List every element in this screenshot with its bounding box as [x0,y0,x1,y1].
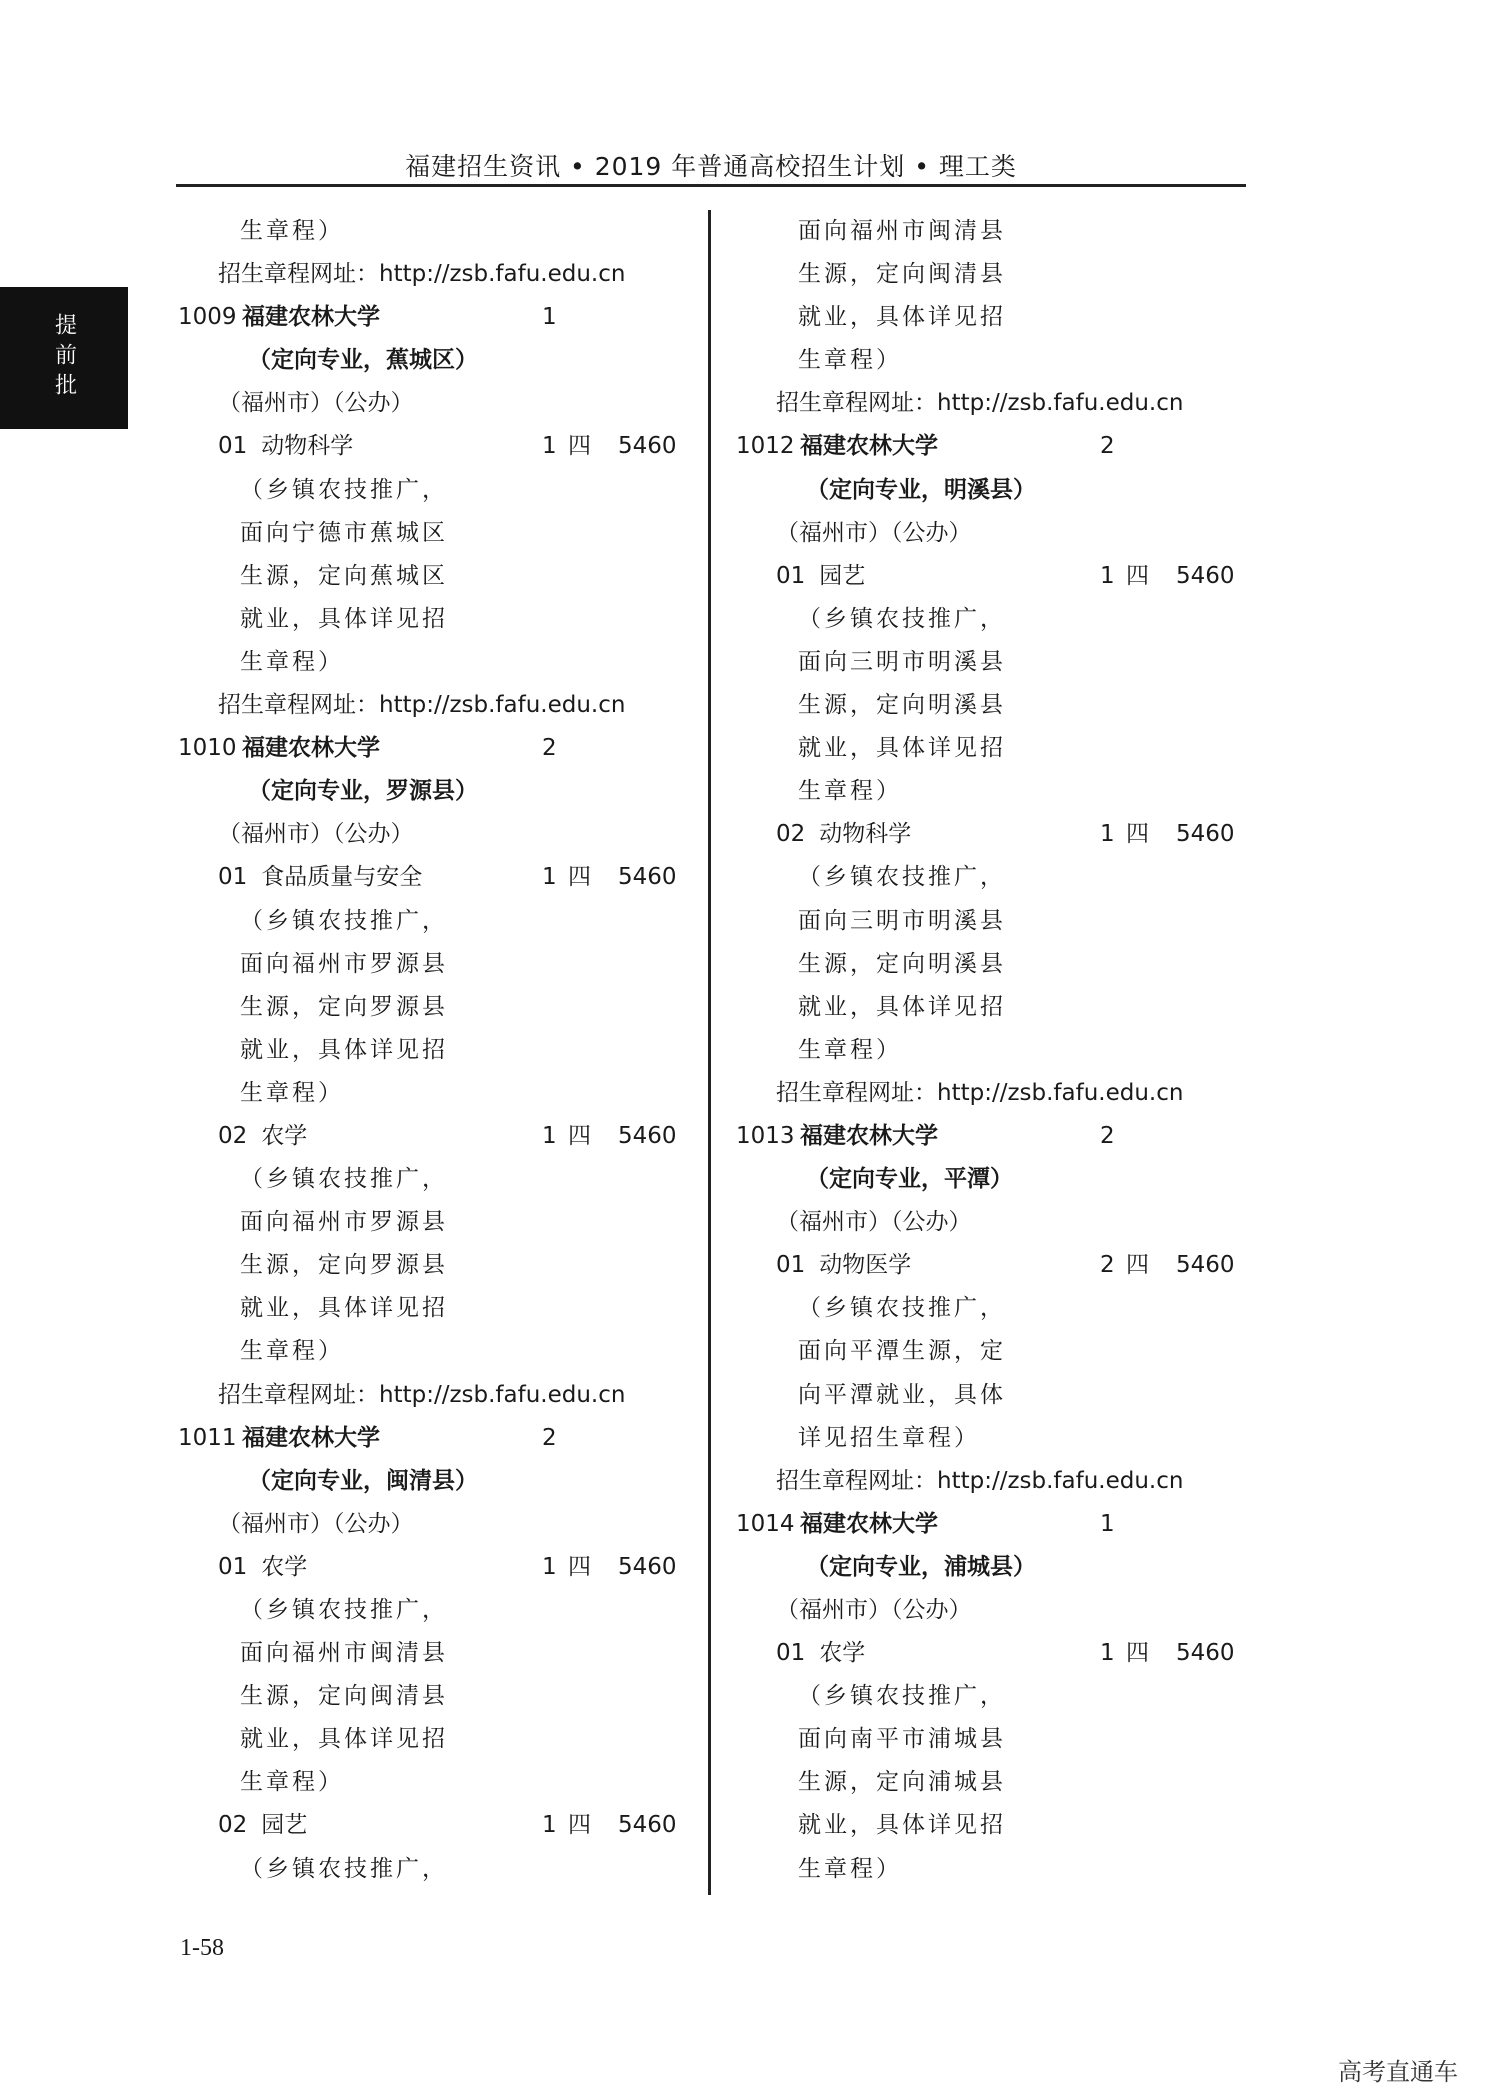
charter-url: 招生章程网址：http://zsb.fafu.edu.cn [776,390,1184,417]
line-note [736,1417,1256,1460]
major-code: 01 [776,1640,806,1667]
line-note [736,1330,1256,1373]
major-count: 1 [1100,821,1115,848]
study-years: 四 [568,1122,591,1149]
major-count: 1 [542,864,557,891]
line-note [736,1804,1256,1847]
major-count: 1 [542,1812,557,1839]
major-label [218,425,353,468]
line-note [178,1158,698,1201]
line-note [178,943,698,986]
tuition-fee: 5460 [618,1553,677,1580]
major-label [776,555,865,598]
major-label [218,856,422,899]
tuition-fee: 5460 [618,864,677,891]
major-name: 园艺 [819,562,866,589]
tuition-fee: 5460 [1176,1252,1235,1279]
institution-code: 1010 [178,735,237,762]
major-note: 面向宁德市蕉城区 [240,519,448,546]
line-note [178,1072,698,1115]
major-note: 生章程） [798,1855,902,1882]
institution-name: 福建农林大学 [800,1122,938,1149]
major-note: 面向福州市闽清县 [798,218,1006,244]
line-plain [736,1201,1256,1244]
line-url [178,684,698,727]
major-count: 1 [1100,562,1115,589]
line-note [178,1632,698,1675]
plan-count: 2 [542,735,557,762]
line-plain [178,382,698,425]
major-label [218,1546,307,1589]
line-url [178,1374,698,1417]
major-row [178,1115,698,1158]
major-note: 向平潭就业，具体 [798,1381,1006,1408]
line-note [736,296,1256,339]
line-note [736,598,1256,641]
location-type: （福州市）（公办） [218,821,414,848]
institution-row [736,1115,1256,1158]
page-header-title: 福建招生资讯 • 2019 年普通高校招生计划 • 理工类 [405,152,1017,181]
line-bold2 [736,1546,1256,1589]
line-note [178,1287,698,1330]
line-bold2 [178,1460,698,1503]
major-name: 动物科学 [819,821,912,848]
major-note: （乡镇农技推广， [798,864,1006,891]
major-note: 生源，定向明溪县 [798,950,1006,977]
major-note: 就业，具体详见招 [798,993,1006,1020]
major-row [736,1632,1256,1675]
major-name: 食品质量与安全 [261,864,423,891]
right-column [736,210,1256,1891]
major-note: 就业，具体详见招 [240,605,448,632]
major-row [178,425,698,468]
line-note [736,943,1256,986]
line-bold2 [178,770,698,813]
line-note [178,469,698,512]
major-name: 农学 [261,1122,308,1149]
institution-row [736,1503,1256,1546]
major-note: 面向三明市明溪县 [798,907,1006,934]
major-row [736,1244,1256,1287]
tuition-fee: 5460 [1176,562,1235,589]
institution-name: 福建农林大学 [800,1510,938,1537]
line-note [736,210,1256,253]
study-years: 四 [1126,1640,1149,1667]
major-row [736,555,1256,598]
institution-code: 1013 [736,1122,795,1149]
major-note: 生源，定向罗源县 [240,1252,448,1279]
major-note: 生章程） [240,1338,344,1365]
major-note: 详见招生章程） [798,1424,980,1451]
line-note [736,770,1256,813]
major-note: 生章程） [240,1769,344,1796]
line-note [178,641,698,684]
major-note: （乡镇农技推广， [240,476,448,503]
major-code: 02 [218,1122,248,1149]
study-years: 四 [568,1553,591,1580]
major-note: 就业，具体详见招 [798,304,1006,331]
charter-url: 招生章程网址：http://zsb.fafu.edu.cn [218,692,626,719]
program-type: （定向专业，平潭） [806,1166,1013,1193]
major-code: 01 [218,1553,248,1580]
study-years: 四 [568,1812,591,1839]
major-note: 面向福州市罗源县 [240,950,448,977]
major-note: 生源，定向明溪县 [798,692,1006,719]
major-note: 面向福州市闽清县 [240,1640,448,1667]
study-years: 四 [1126,1252,1149,1279]
plan-count: 1 [542,304,557,331]
location-type: （福州市）（公办） [776,519,972,546]
major-note: 生源，定向蕉城区 [240,562,448,589]
major-note: 生章程） [798,778,902,805]
line-note [178,1330,698,1373]
tuition-fee: 5460 [1176,821,1235,848]
location-type: （福州市）（公办） [776,1597,972,1623]
major-name: 动物科学 [261,433,354,460]
major-note: （乡镇农技推广， [240,907,448,934]
major-note: 就业，具体详见招 [240,1726,448,1753]
institution-row [736,425,1256,468]
major-name: 农学 [261,1553,308,1580]
line-plain [736,512,1256,555]
line-note [736,1029,1256,1072]
tuition-fee: 5460 [618,1122,677,1149]
charter-url: 招生章程网址：http://zsb.fafu.edu.cn [218,261,626,288]
major-name: 农学 [819,1640,866,1667]
study-years: 四 [1126,562,1149,589]
institution-code: 1009 [178,304,237,331]
major-note: 面向福州市罗源县 [240,1209,448,1236]
major-label [776,1244,911,1287]
line-note [736,900,1256,943]
institution-name: 福建农林大学 [800,433,938,460]
charter-url: 招生章程网址：http://zsb.fafu.edu.cn [776,1467,1184,1494]
major-row [178,856,698,899]
page-number: 1-58 [180,1935,224,1961]
line-plain [178,1503,698,1546]
study-years: 四 [568,433,591,460]
institution-row [178,727,698,770]
charter-url: 招生章程网址：http://zsb.fafu.edu.cn [776,1079,1184,1106]
plan-count: 2 [1100,1122,1115,1149]
line-note [178,1244,698,1287]
program-type: （定向专业，蕉城区） [248,347,478,374]
institution-name: 福建农林大学 [242,735,380,762]
major-note: 生章程） [798,1036,902,1063]
charter-url: 招生章程网址：http://zsb.fafu.edu.cn [218,1381,626,1408]
line-note [178,900,698,943]
major-label [218,1115,307,1158]
major-note: 生章程） [798,347,902,374]
location-type: （福州市）（公办） [776,1209,972,1236]
line-bold2 [736,1158,1256,1201]
major-note: 就业，具体详见招 [240,1295,448,1322]
line-note [178,1201,698,1244]
major-row [178,1546,698,1589]
major-code: 01 [776,562,806,589]
line-note [178,555,698,598]
line-note [178,1029,698,1072]
study-years: 四 [1126,821,1149,848]
line-note [736,1761,1256,1804]
major-note: （乡镇农技推广， [798,1683,1006,1710]
line-url [736,1460,1256,1503]
major-note: （乡镇农技推广， [240,1166,448,1193]
major-note: 生源，定向闽清县 [798,261,1006,288]
line-note [178,1848,698,1891]
institution-name: 福建农林大学 [242,304,380,331]
program-type: （定向专业，明溪县） [806,476,1036,503]
major-note: 生源，定向闽清县 [240,1683,448,1710]
line-note [736,727,1256,770]
major-code: 01 [218,864,248,891]
line-note [736,1675,1256,1718]
study-years: 四 [568,864,591,891]
tuition-fee: 5460 [618,1812,677,1839]
line-url [736,382,1256,425]
line-note [736,1848,1256,1891]
major-label [776,813,911,856]
major-count: 1 [542,1122,557,1149]
major-code: 02 [218,1812,248,1839]
program-type: （定向专业，罗源县） [248,778,478,805]
major-note: （乡镇农技推广， [240,1855,448,1882]
line-note [178,598,698,641]
major-note: 生章程） [240,218,344,244]
major-label [776,1632,865,1675]
line-plain [178,813,698,856]
major-count: 2 [1100,1252,1115,1279]
major-note: 面向三明市明溪县 [798,648,1006,675]
line-note [736,641,1256,684]
line-note [736,684,1256,727]
line-url [178,253,698,296]
major-code: 01 [776,1252,806,1279]
major-note: （乡镇农技推广， [798,605,1006,632]
major-note: 生章程） [240,648,344,675]
watermark: 高考直通车 [1338,2058,1458,2086]
program-type: （定向专业，闽清县） [248,1467,478,1494]
line-note [178,986,698,1029]
line-note [178,1589,698,1632]
tuition-fee: 5460 [618,433,677,460]
program-type: （定向专业，浦城县） [806,1553,1036,1580]
plan-count: 1 [1100,1510,1115,1537]
tuition-fee: 5460 [1176,1640,1235,1667]
major-code: 01 [218,433,248,460]
major-count: 1 [1100,1640,1115,1667]
left-column [178,210,698,1891]
major-note: 就业，具体详见招 [240,1036,448,1063]
line-note [178,1718,698,1761]
location-type: （福州市）（公办） [218,390,414,417]
major-note: 生源，定向浦城县 [798,1769,1006,1796]
major-note: （乡镇农技推广， [798,1295,1006,1322]
line-note [736,986,1256,1029]
institution-code: 1011 [178,1424,237,1451]
institution-name: 福建农林大学 [242,1424,380,1451]
major-note: 生章程） [240,1079,344,1106]
location-type: （福州市）（公办） [218,1510,414,1537]
major-row [736,813,1256,856]
line-note [178,512,698,555]
line-note [736,253,1256,296]
plan-count: 2 [542,1424,557,1451]
institution-code: 1014 [736,1510,795,1537]
line-url [736,1072,1256,1115]
major-label [218,1804,307,1847]
line-note [178,1675,698,1718]
line-bold2 [178,339,698,382]
institution-code: 1012 [736,433,795,460]
line-bold2 [736,469,1256,512]
major-note: 面向平潭生源，定 [798,1338,1006,1365]
major-note: 就业，具体详见招 [798,735,1006,762]
major-name: 动物医学 [819,1252,912,1279]
institution-row [178,1417,698,1460]
column-divider [708,210,711,1895]
line-note [736,339,1256,382]
major-note: 生源，定向罗源县 [240,993,448,1020]
line-note [736,1374,1256,1417]
major-code: 02 [776,821,806,848]
major-count: 1 [542,1553,557,1580]
major-row [178,1804,698,1847]
major-note: 就业，具体详见招 [798,1812,1006,1839]
line-note [736,1287,1256,1330]
major-note: （乡镇农技推广， [240,1597,448,1623]
major-note: 面向南平市浦城县 [798,1726,1006,1753]
side-tab [0,287,128,429]
line-note [178,210,698,253]
header-rule [176,184,1246,187]
line-note [736,1718,1256,1761]
institution-row [178,296,698,339]
major-count: 1 [542,433,557,460]
plan-count: 2 [1100,433,1115,460]
side-tab-label: 提前批 [51,313,77,403]
line-note [178,1761,698,1804]
major-name: 园艺 [261,1812,308,1839]
line-plain [736,1589,1256,1632]
line-note [736,856,1256,899]
